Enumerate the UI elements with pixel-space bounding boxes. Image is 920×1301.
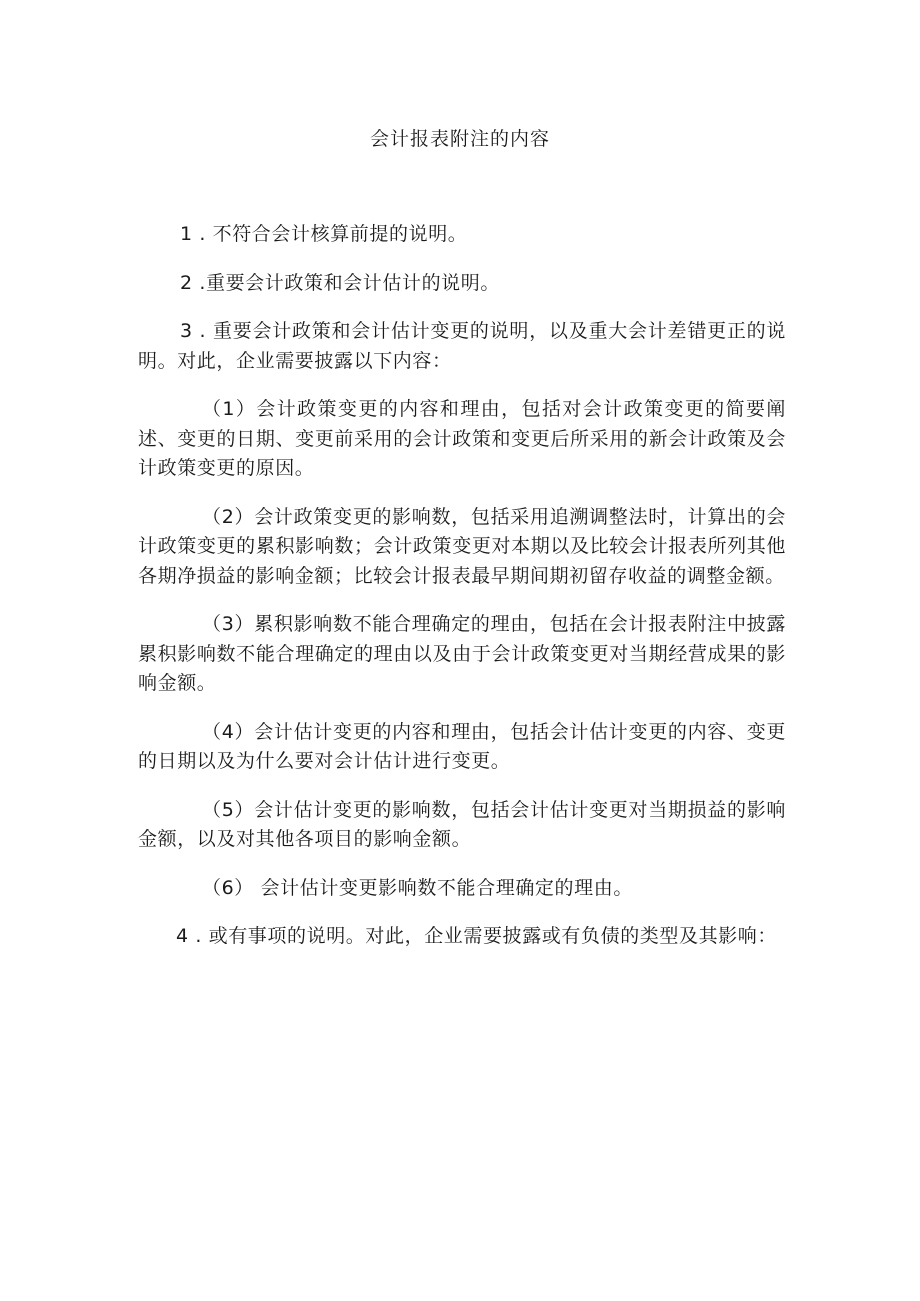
document-body [138,220,786,971]
paragraph-subitem-1: （1）会计政策变更的内容和理由，包括对会计政策变更的简要阐述、变更的日期、变更前采用的会计政策和变更后所采用的新会计政策及会计政策变更的原因。 [138,398,786,479]
paragraph-subitem-6: （6） 会计估计变更影响数不能合理确定的理由。 [202,876,633,899]
paragraph-subitem-3: （3）累积影响数不能合理确定的理由，包括在会计报表附注中披露累积影响数不能合理确定的理由以及由于会计政策变更对当期经营成果的影响金额。 [138,613,786,694]
paragraph-subitem-4: （4）会计估计变更的内容和理由，包括会计估计变更的内容、变更的日期以及为什么要对会计估计进行变更。 [138,720,786,772]
paragraph-item-2: 2 .重要会计政策和会计估计的说明。 [180,271,500,294]
document-title: 会计报表附注的内容 [369,128,550,150]
paragraph-subitem-5: （5）会计估计变更的影响数，包括会计估计变更对当期损益的影响金额，以及对其他各项目的影响金额。 [138,798,786,850]
paragraph-item-4: 4 . 或有事项的说明。对此，企业需要披露或有负债的类型及其影响： [176,925,778,947]
paragraph-item-3: 3 . 重要会计政策和会计估计变更的说明，以及重大会计差错更正的说明。对此，企业需要披露以下内容： [138,320,786,372]
paragraph-subitem-2: （2）会计政策变更的影响数，包括采用追溯调整法时，计算出的会计政策变更的累积影响数；会计政策变更对本期以及比较会计报表所列其他各期净损益的影响金额；比较会计报表最早期间期初留存收益的调整金额。 [138,505,786,587]
paragraph-item-1: 1 . 不符合会计核算前提的说明。 [180,223,468,245]
